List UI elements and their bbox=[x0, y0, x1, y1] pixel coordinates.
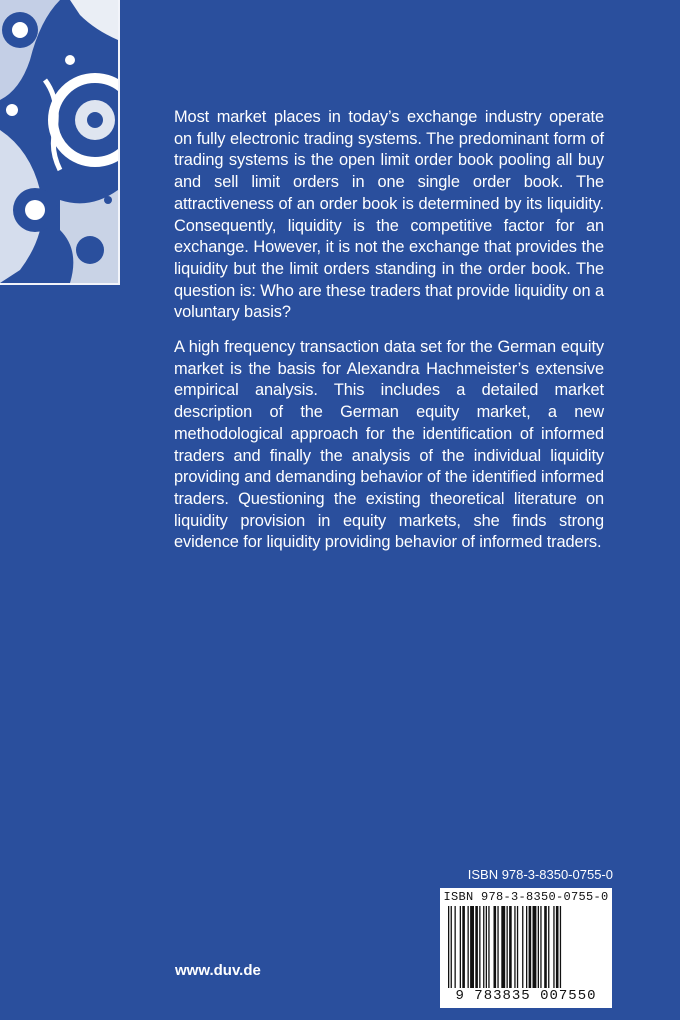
blurb-paragraph-1: Most market places in today’s exchange industry operate on fully electronic trading systems. The predominant form of trading systems is the open limit order book pooling all buy and sell limit orders in one single order book. The attractiveness of an order book is determined by its liquidity. Consequently, liquidity is the competitive factor for an exchange. However, it is not the exchange that provides the liquidity but the limit orders standing in the order book. The question is: Who are these traders that provide liquidity on a voluntary basis? bbox=[174, 108, 604, 322]
blurb-paragraph-2: A high frequency transaction data set for the German equity market is the basis for Alexandra Hachmeister’s extensive empirical analysis. This includes a detailed market description of the German equity market, a new methodological approach for the identification of informed traders and finally the analysis of the individual liquidity providing and demanding behavior of the identified informed traders. Questioning the existing theoretical literature on liquidity provision in equity markets, she finds strong evidence for liquidity providing behavior of informed traders. bbox=[174, 338, 604, 552]
barcode bbox=[440, 888, 612, 1008]
blurb-text bbox=[174, 107, 604, 567]
barcode-digits: 9 783835 007550 bbox=[455, 988, 597, 1004]
barcode-bars bbox=[448, 906, 604, 988]
cover-art-image bbox=[0, 0, 120, 285]
barcode-isbn-text: ISBN 978-3-8350-0755-0 bbox=[443, 890, 609, 904]
isbn-label: ISBN 978-3-8350-0755-0 bbox=[467, 867, 613, 882]
publisher-website: www.duv.de bbox=[175, 962, 261, 979]
